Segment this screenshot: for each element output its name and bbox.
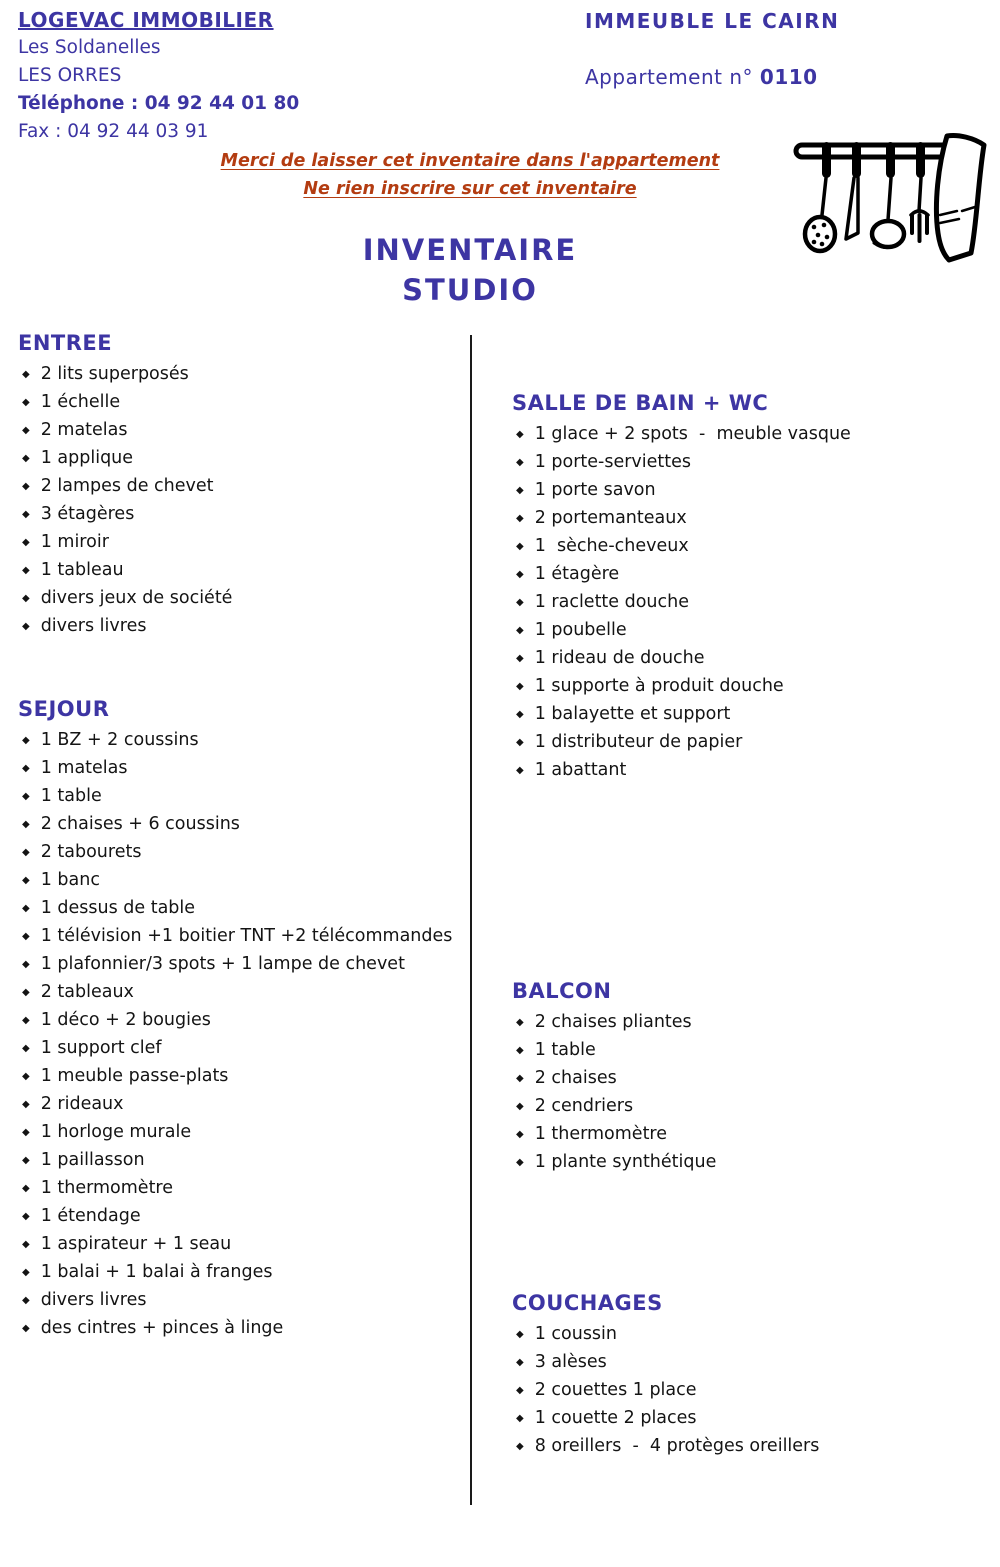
- inventory-item: [512, 1008, 987, 1036]
- inventory-item: [512, 1432, 987, 1460]
- inventory-item: [18, 360, 463, 388]
- diamond-bullet-icon: ◆: [516, 680, 524, 692]
- inventory-item-label: 3 étagères: [40, 504, 135, 524]
- inventory-list: [512, 1320, 987, 1460]
- inventory-item: [512, 756, 987, 784]
- diamond-bullet-icon: ◆: [516, 624, 524, 636]
- agency-fax: Fax : 04 92 44 03 91: [18, 121, 209, 142]
- inventory-item-label: 2 couettes 1 place: [534, 1380, 697, 1400]
- inventory-item: [18, 1146, 463, 1174]
- section-heading: BALCON: [512, 979, 612, 1003]
- diamond-bullet-icon: ◆: [22, 734, 30, 746]
- inventory-item: [18, 922, 463, 950]
- inventory-item-label: 2 tabourets: [40, 842, 142, 862]
- agency-header: [18, 6, 299, 146]
- diamond-bullet-icon: ◆: [22, 564, 30, 576]
- diamond-bullet-icon: ◆: [22, 1070, 30, 1082]
- notice-line-2: Ne rien inscrire sur cet inventaire: [303, 179, 637, 199]
- inventory-item: [512, 644, 987, 672]
- inventory-item-label: 1 matelas: [40, 758, 128, 778]
- inventory-item-label: 1 abattant: [534, 760, 627, 780]
- inventory-item-label: 1 applique: [40, 448, 134, 468]
- section-entree: [18, 332, 463, 640]
- diamond-bullet-icon: ◆: [22, 1322, 30, 1334]
- inventory-item-label: 1 télévision +1 boitier TNT +2 télécommandes: [40, 926, 453, 946]
- diamond-bullet-icon: ◆: [22, 1238, 30, 1250]
- inventory-item-label: 2 rideaux: [40, 1094, 124, 1114]
- inventory-item-label: 1 étendage: [40, 1206, 141, 1226]
- section-heading: SEJOUR: [18, 697, 110, 721]
- inventory-item: [18, 726, 463, 754]
- section-salle-de-bain-wc: [512, 392, 987, 784]
- inventory-item: [512, 476, 987, 504]
- diamond-bullet-icon: ◆: [22, 424, 30, 436]
- section-couchages: [512, 1292, 987, 1460]
- diamond-bullet-icon: ◆: [22, 846, 30, 858]
- inventory-item-label: 1 couette 2 places: [534, 1408, 697, 1428]
- inventory-item: [512, 728, 987, 756]
- building-name: IMMEUBLE LE CAIRN: [585, 9, 840, 33]
- inventory-item-label: 1 coussin: [534, 1324, 618, 1344]
- inventory-item: [18, 444, 463, 472]
- inventory-item: [18, 1314, 463, 1342]
- inventory-item-label: 1 échelle: [40, 392, 121, 412]
- diamond-bullet-icon: ◆: [22, 452, 30, 464]
- inventory-item: [512, 1092, 987, 1120]
- inventory-item: [18, 950, 463, 978]
- inventory-item-label: 1 thermomètre: [40, 1178, 174, 1198]
- diamond-bullet-icon: ◆: [22, 762, 30, 774]
- inventory-item-label: 2 chaises pliantes: [534, 1012, 692, 1032]
- inventory-item: [18, 612, 463, 640]
- diamond-bullet-icon: ◆: [22, 790, 30, 802]
- diamond-bullet-icon: ◆: [516, 568, 524, 580]
- notice-line-1: Merci de laisser cet inventaire dans l'appartement: [220, 151, 720, 171]
- inventory-item-label: 1 aspirateur + 1 seau: [40, 1234, 232, 1254]
- inventory-item: [18, 810, 463, 838]
- section-heading: ENTREE: [18, 331, 113, 355]
- diamond-bullet-icon: ◆: [22, 1154, 30, 1166]
- apartment-number-line: [585, 64, 839, 90]
- inventory-item-label: 1 déco + 2 bougies: [40, 1010, 211, 1030]
- inventory-item-label: 1 étagère: [534, 564, 620, 584]
- inventory-item: [512, 448, 987, 476]
- inventory-item-label: 1 porte-serviettes: [534, 452, 692, 472]
- diamond-bullet-icon: ◆: [516, 1328, 524, 1340]
- inventory-item: [18, 1286, 463, 1314]
- inventory-item-label: 1 meuble passe-plats: [40, 1066, 229, 1086]
- inventory-item: [18, 500, 463, 528]
- diamond-bullet-icon: ◆: [516, 736, 524, 748]
- inventory-item-label: 1 glace + 2 spots - meuble vasque: [534, 424, 851, 444]
- inventory-item-label: 1 distributeur de papier: [534, 732, 743, 752]
- diamond-bullet-icon: ◆: [22, 1182, 30, 1194]
- inventory-item: [18, 1258, 463, 1286]
- inventory-item-label: 1 poubelle: [534, 620, 627, 640]
- diamond-bullet-icon: ◆: [516, 456, 524, 468]
- inventory-item: [18, 388, 463, 416]
- diamond-bullet-icon: ◆: [22, 396, 30, 408]
- left-column: [18, 332, 463, 1342]
- diamond-bullet-icon: ◆: [516, 1384, 524, 1396]
- inventory-item-label: 1 rideau de douche: [534, 648, 705, 668]
- inventory-item: [18, 472, 463, 500]
- section-heading: SALLE DE BAIN + WC: [512, 391, 769, 415]
- inventory-item-label: 1 plante synthétique: [534, 1152, 717, 1172]
- inventory-item: [512, 1376, 987, 1404]
- inventory-item: [512, 560, 987, 588]
- inventory-item-label: 3 alèses: [534, 1352, 607, 1372]
- inventory-item: [18, 894, 463, 922]
- diamond-bullet-icon: ◆: [516, 1440, 524, 1452]
- diamond-bullet-icon: ◆: [22, 1098, 30, 1110]
- diamond-bullet-icon: ◆: [516, 512, 524, 524]
- inventory-item: [18, 782, 463, 810]
- inventory-item-label: 1 porte savon: [534, 480, 656, 500]
- inventory-item: [512, 1148, 987, 1176]
- inventory-item: [18, 1090, 463, 1118]
- inventory-item: [18, 416, 463, 444]
- diamond-bullet-icon: ◆: [516, 1072, 524, 1084]
- inventory-item: [18, 1202, 463, 1230]
- diamond-bullet-icon: ◆: [22, 1266, 30, 1278]
- diamond-bullet-icon: ◆: [22, 620, 30, 632]
- inventory-list: [18, 726, 463, 1342]
- inventory-item: [18, 1230, 463, 1258]
- diamond-bullet-icon: ◆: [516, 1128, 524, 1140]
- inventory-item: [18, 1174, 463, 1202]
- inventory-item-label: 1 sèche-cheveux: [534, 536, 689, 556]
- diamond-bullet-icon: ◆: [22, 1210, 30, 1222]
- inventory-item-label: 1 banc: [40, 870, 100, 890]
- inventory-item-label: 1 support clef: [40, 1038, 162, 1058]
- column-divider: [470, 335, 472, 1505]
- inventory-item: [18, 1006, 463, 1034]
- inventory-item-label: divers livres: [40, 1290, 147, 1310]
- diamond-bullet-icon: ◆: [516, 428, 524, 440]
- inventory-item: [512, 1064, 987, 1092]
- inventory-item: [512, 616, 987, 644]
- inventory-item-label: 2 chaises: [534, 1068, 617, 1088]
- inventory-item-label: 1 dessus de table: [40, 898, 196, 918]
- inventory-item: [512, 504, 987, 532]
- inventory-item: [18, 528, 463, 556]
- inventory-item: [18, 838, 463, 866]
- agency-address-line2: LES ORRES: [18, 65, 122, 86]
- inventory-item: [512, 1036, 987, 1064]
- inventory-item: [18, 978, 463, 1006]
- inventory-item: [18, 584, 463, 612]
- diamond-bullet-icon: ◆: [22, 1294, 30, 1306]
- inventory-item: [512, 1320, 987, 1348]
- building-header: [585, 8, 839, 90]
- inventory-item-label: 2 portemanteaux: [534, 508, 687, 528]
- inventory-item-label: 2 lits superposés: [40, 364, 189, 384]
- diamond-bullet-icon: ◆: [22, 986, 30, 998]
- inventory-item-label: 1 balai + 1 balai à franges: [40, 1262, 273, 1282]
- diamond-bullet-icon: ◆: [516, 708, 524, 720]
- inventory-item: [512, 588, 987, 616]
- inventory-item: [18, 1034, 463, 1062]
- diamond-bullet-icon: ◆: [516, 1016, 524, 1028]
- inventory-item-label: 1 supporte à produit douche: [534, 676, 784, 696]
- inventory-item: [512, 672, 987, 700]
- agency-phone: Téléphone : 04 92 44 01 80: [18, 93, 300, 114]
- diamond-bullet-icon: ◆: [22, 902, 30, 914]
- diamond-bullet-icon: ◆: [22, 592, 30, 604]
- inventory-item-label: 2 cendriers: [534, 1096, 634, 1116]
- diamond-bullet-icon: ◆: [22, 874, 30, 886]
- section-balcon: [512, 980, 987, 1176]
- inventory-item: [18, 556, 463, 584]
- diamond-bullet-icon: ◆: [22, 480, 30, 492]
- inventory-item-label: des cintres + pinces à linge: [40, 1318, 284, 1338]
- inventory-item-label: divers jeux de société: [40, 588, 233, 608]
- inventory-item: [18, 866, 463, 894]
- inventory-item-label: 1 miroir: [40, 532, 109, 552]
- inventory-item-label: 2 lampes de chevet: [40, 476, 214, 496]
- inventory-item: [512, 532, 987, 560]
- section-heading: COUCHAGES: [512, 1291, 663, 1315]
- diamond-bullet-icon: ◆: [516, 540, 524, 552]
- inventory-item-label: 2 tableaux: [40, 982, 134, 1002]
- inventory-item: [18, 1118, 463, 1146]
- inventory-item-label: 2 matelas: [40, 420, 128, 440]
- notice: [0, 147, 940, 203]
- diamond-bullet-icon: ◆: [516, 1356, 524, 1368]
- agency-name: LOGEVAC IMMOBILIER: [18, 8, 274, 32]
- diamond-bullet-icon: ◆: [516, 1412, 524, 1424]
- inventory-item-label: 1 raclette douche: [534, 592, 690, 612]
- diamond-bullet-icon: ◆: [516, 764, 524, 776]
- inventory-item-label: divers livres: [40, 616, 147, 636]
- diamond-bullet-icon: ◆: [516, 1044, 524, 1056]
- inventory-item: [512, 700, 987, 728]
- inventory-item: [512, 1120, 987, 1148]
- agency-address-line1: Les Soldanelles: [18, 37, 161, 58]
- inventory-item: [512, 1348, 987, 1376]
- inventory-item-label: 1 table: [534, 1040, 596, 1060]
- inventory-item-label: 1 BZ + 2 coussins: [40, 730, 199, 750]
- inventory-item-label: 1 plafonnier/3 spots + 1 lampe de chevet: [40, 954, 405, 974]
- inventory-item-label: 1 balayette et support: [534, 704, 731, 724]
- diamond-bullet-icon: ◆: [516, 484, 524, 496]
- diamond-bullet-icon: ◆: [22, 368, 30, 380]
- diamond-bullet-icon: ◆: [22, 536, 30, 548]
- diamond-bullet-icon: ◆: [516, 596, 524, 608]
- document-title: [0, 230, 940, 310]
- inventory-item-label: 1 tableau: [40, 560, 124, 580]
- diamond-bullet-icon: ◆: [22, 1126, 30, 1138]
- title-line-1: INVENTAIRE: [362, 233, 578, 267]
- diamond-bullet-icon: ◆: [22, 958, 30, 970]
- diamond-bullet-icon: ◆: [22, 1042, 30, 1054]
- inventory-list: [512, 420, 987, 784]
- inventory-item-label: 1 table: [40, 786, 102, 806]
- title-line-2: STUDIO: [402, 273, 538, 307]
- inventory-item-label: 2 chaises + 6 coussins: [40, 814, 240, 834]
- inventory-item-label: 1 thermomètre: [534, 1124, 668, 1144]
- right-column: [512, 392, 987, 1460]
- section-sejour: [18, 698, 463, 1342]
- inventory-item-label: 1 horloge murale: [40, 1122, 192, 1142]
- diamond-bullet-icon: ◆: [22, 508, 30, 520]
- diamond-bullet-icon: ◆: [516, 1100, 524, 1112]
- inventory-item: [512, 420, 987, 448]
- inventory-list: [512, 1008, 987, 1176]
- diamond-bullet-icon: ◆: [516, 1156, 524, 1168]
- inventory-item-label: 8 oreillers - 4 protèges oreillers: [534, 1436, 820, 1456]
- diamond-bullet-icon: ◆: [22, 818, 30, 830]
- diamond-bullet-icon: ◆: [22, 1014, 30, 1026]
- apartment-label: Appartement n°: [585, 65, 754, 89]
- diamond-bullet-icon: ◆: [516, 652, 524, 664]
- apartment-number: 0110: [759, 65, 818, 89]
- inventory-list: [18, 360, 463, 640]
- inventory-item: [18, 754, 463, 782]
- inventory-item: [18, 1062, 463, 1090]
- inventory-item-label: 1 paillasson: [40, 1150, 145, 1170]
- diamond-bullet-icon: ◆: [22, 930, 30, 942]
- inventory-item: [512, 1404, 987, 1432]
